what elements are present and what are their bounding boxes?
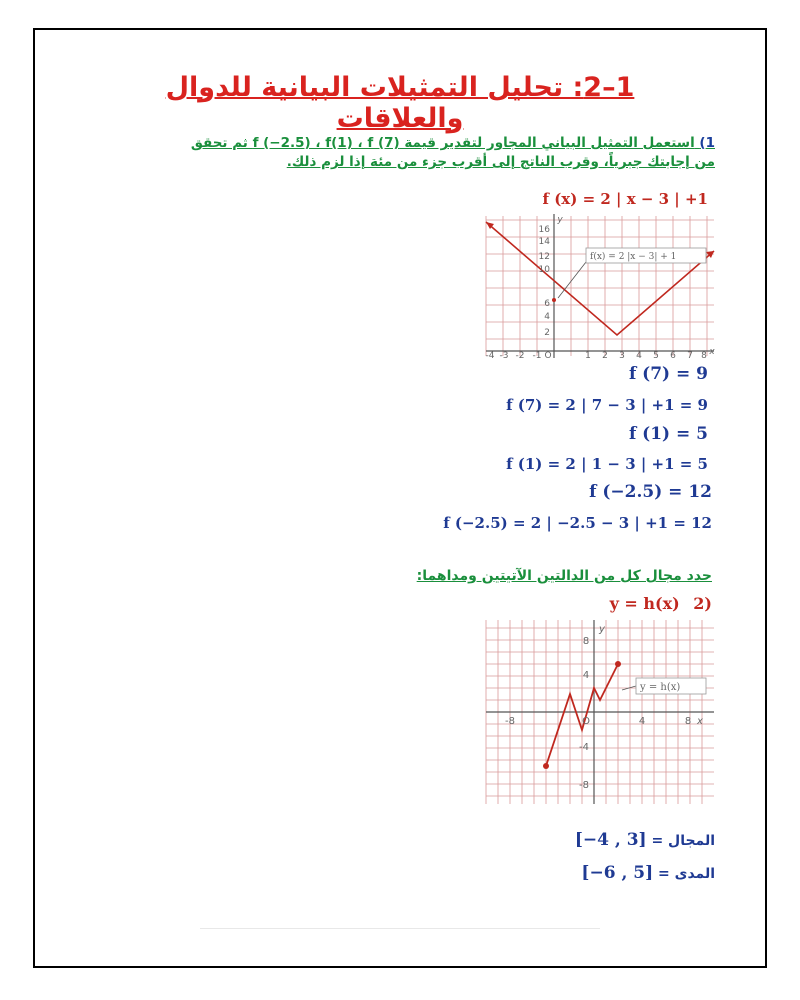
range-value: [−6 , 5] [581, 863, 654, 883]
graph-1-x-tick: 4 [636, 351, 642, 360]
graph-1-x-label: x [709, 347, 715, 357]
graph-1-y-tick: 6 [544, 299, 550, 309]
question-2-instruction: حدد مجال كل من الدالتين الآتيتين ومداهما: [416, 568, 712, 584]
graph-2-y-tick: -8 [579, 780, 589, 791]
graph-2 [482, 618, 718, 806]
graph-1-y-tick: 10 [538, 265, 550, 275]
question-2-function [610, 594, 712, 613]
graph-1-x-tick: 1 [585, 351, 591, 360]
question-2-function-formula: y = h(x) [609, 594, 680, 613]
answer-f7-check: f (7) = 2 | 7 − 3 | +1 = 9 [506, 396, 708, 414]
answer-f-2-5: f (−2.5) = 12 [589, 482, 712, 502]
graph-1-y-tick: 16 [538, 225, 550, 235]
question-1 [75, 134, 715, 172]
graph-2-x-tick: 4 [638, 716, 646, 727]
answer-f1: f (1) = 5 [628, 424, 708, 444]
graph-2-origin: O [582, 716, 590, 727]
range-label: المدى = [658, 866, 715, 882]
page-title [100, 72, 700, 134]
graph-1-x-tick: 5 [653, 351, 659, 360]
footer-divider [200, 928, 600, 929]
graph-1-x-tick: 3 [619, 351, 625, 360]
graph-2-y-label: y [599, 624, 605, 635]
question-1-line-2: من إجابتك جبرياً، وقرب الناتج إلى أقرب جزء من مئة إذا لزم ذلك. [286, 154, 715, 170]
graph-1-x-tick: -4 [485, 351, 495, 360]
answer-f1-check: f (1) = 2 | 1 − 3 | +1 = 5 [506, 455, 708, 473]
graph-2-y-tick: 8 [582, 636, 590, 647]
graph-1-x-tick: 6 [670, 351, 676, 360]
graph-1-x-tick: -2 [515, 351, 525, 360]
domain-value: [−4 , 3] [574, 830, 647, 850]
answer-f7: f (7) = 9 [628, 364, 708, 384]
answer-f-2-5-check: f (−2.5) = 2 | −2.5 − 3 | +1 = 12 [443, 514, 712, 532]
graph-1-legend-label: f(x) = 2 |x − 3| + 1 [590, 252, 677, 262]
graph-1-x-tick: 7 [687, 351, 693, 360]
domain-row [575, 830, 715, 850]
graph-2-y-tick: -4 [579, 742, 589, 753]
question-2-number: 2) [693, 594, 712, 613]
title-text: : تحليل التمثيلات البيانية للدوال والعلاقات [165, 72, 584, 134]
title-number: 2–1 [583, 72, 635, 103]
graph-1-origin: O [544, 351, 552, 360]
graph-1-x-tick: -3 [499, 351, 509, 360]
graph-2-x-label: x [697, 716, 703, 727]
graph-1-x-tick: 8 [701, 351, 707, 360]
graph-1-y-tick: 2 [544, 328, 550, 338]
domain-label: المجال = [651, 833, 715, 849]
graph-2-x-tick: 8 [684, 716, 692, 727]
graph-2-y-tick: 4 [582, 670, 590, 681]
range-row [581, 863, 715, 883]
graph-1-y-tick: 12 [538, 252, 550, 262]
graph-2-x-tick: -8 [505, 716, 515, 727]
graph-1-y-label: y [557, 215, 563, 225]
graph-1-y-tick: 4 [544, 312, 550, 322]
graph-1-x-tick: -1 [532, 351, 542, 360]
question-1-number: 1) [699, 135, 715, 151]
graph-1-y-tick: 14 [538, 237, 550, 247]
function-1-formula: f (x) = 2 | x − 3 | +1 [542, 190, 708, 208]
graph-1-x-tick: 2 [602, 351, 608, 360]
question-1-line-1: استعمل التمثيل البياني المجاور لتقدير قيمة f (−2.5) ، f(1) ، f (7) ثم تحقق [190, 135, 695, 151]
graph-2-legend-label: y = h(x) [640, 682, 681, 693]
graph-1 [482, 212, 718, 360]
